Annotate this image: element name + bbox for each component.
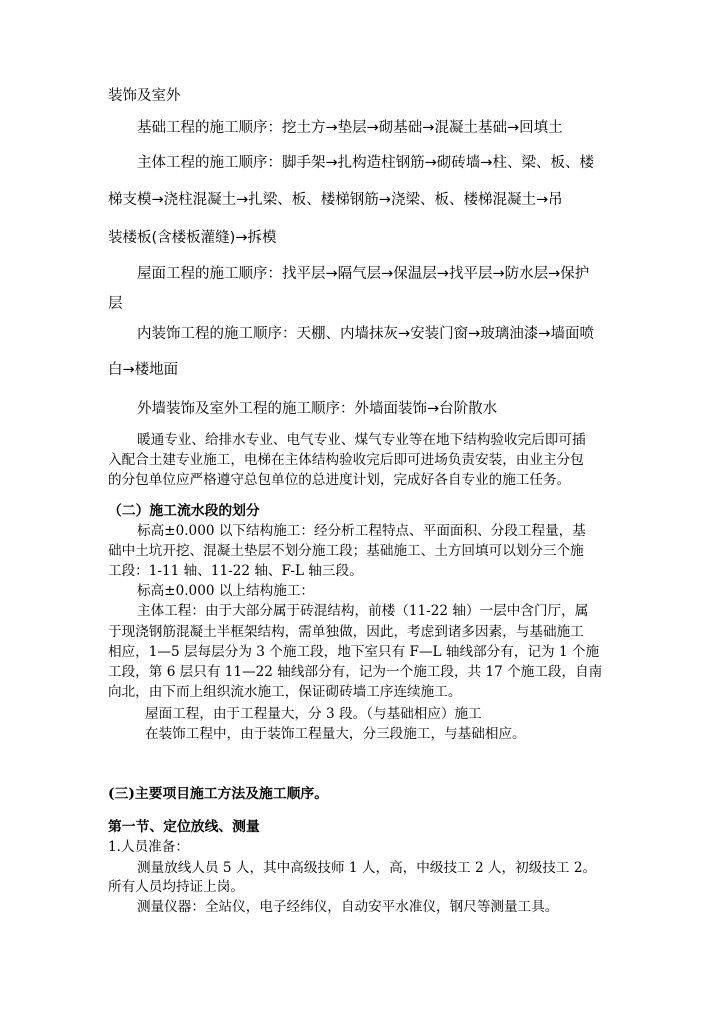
para-line: 工段：1-11 轴、11-22 轴、F-L 轴三段。 xyxy=(108,563,363,579)
para-line: 梯支模→浇柱混凝土→扎梁、板、楼梯钢筋→浇梁、板、楼梯混凝土→吊 xyxy=(108,192,563,208)
para-line: 工段，第 6 层只有 11—22 轴线部分有，记为一个施工段，共 17 个施工段，自南 xyxy=(108,664,603,680)
para-line: 主体工程的施工顺序：脚手架→扎构造柱钢筋→砌砖墙→柱、梁、板、楼 xyxy=(137,155,594,171)
para-line: 入配合土建专业施工，电梯在主体结构验收完后即可进场负责安装，由业主分包 xyxy=(108,452,584,468)
para-line: 层 xyxy=(108,296,123,312)
section-heading: （二）施工流水段的划分 xyxy=(108,503,260,519)
para-line: 1.人员准备： xyxy=(108,839,189,855)
para-line: 主体工程：由于大部分属于砖混结构，前楼（11-22 轴）一层中含门厅，属 xyxy=(137,603,589,619)
subsection-heading: 第一节、定位放线、测量 xyxy=(108,819,260,835)
para-line: 于现浇钢筋混凝土半框架结构，需单独做，因此，考虑到诸多因素，与基础施工 xyxy=(108,624,584,640)
para-line: 标高±0.000 以上结构施工： xyxy=(137,583,314,599)
para-line: 的分包单位应严格遵守总包单位的总进度计划，完成好各自专业的施工任务。 xyxy=(108,472,571,488)
para-line: 暖通专业、给排水专业、电气专业、煤气专业等在地下结构验收完后即可插 xyxy=(137,432,586,448)
para-line: 础中土坑开挖、混凝土垫层不划分施工段；基础施工、土方回填可以划分三个施 xyxy=(108,543,584,559)
para-line: 所有人员均持证上岗。 xyxy=(108,879,244,895)
para-line: 测量仪器：全站仪，电子经纬仪，自动安平水准仪，钢尺等测量工具。 xyxy=(137,899,559,915)
para-line: 白→楼地面 xyxy=(108,362,179,378)
para-line: 相应，1—5 层每层分为 3 个施工段，地下室只有 F—L 轴线部分有，记为 1 个施 xyxy=(108,644,600,660)
para-line: 向北，由下而上组织流水施工，保证砌砖墙工序连续施工。 xyxy=(108,684,462,700)
para-line: 测量放线人员 5 人，其中高级技师 1 人，高，中级技工 2 人，初级技工 2。 xyxy=(137,860,597,876)
para-line: 外墙装饰及室外工程的施工顺序：外墙面装饰→台阶散水 xyxy=(137,401,498,417)
para-line: 标高±0.000 以下结构施工：经分析工程特点、平面面积、分段工程量，基 xyxy=(137,523,586,539)
para-line: 在装饰工程中，由于装饰工程量大，分三段施工，与基础相应。 xyxy=(145,726,526,742)
para-line: 内装饰工程的施工顺序：天棚、内墙抹灰→安装门窗→玻璃油漆→墙面喷 xyxy=(137,326,594,342)
para-line: 装饰及室外 xyxy=(108,88,181,104)
para-line: 屋面工程，由于工程量大，分 3 段。（与基础相应）施工 xyxy=(145,706,482,722)
section-heading: (三)主要项目施工方法及施工顺序。 xyxy=(108,786,329,802)
para-line: 屋面工程的施工顺序：找平层→隔气层→保温层→找平层→防水层→保护 xyxy=(137,266,590,282)
para-line: 基础工程的施工顺序：挖土方→垫层→砌基础→混凝土基础→回填土 xyxy=(137,120,563,136)
para-line: 装楼板(含楼板灌缝)→拆模 xyxy=(108,230,277,246)
